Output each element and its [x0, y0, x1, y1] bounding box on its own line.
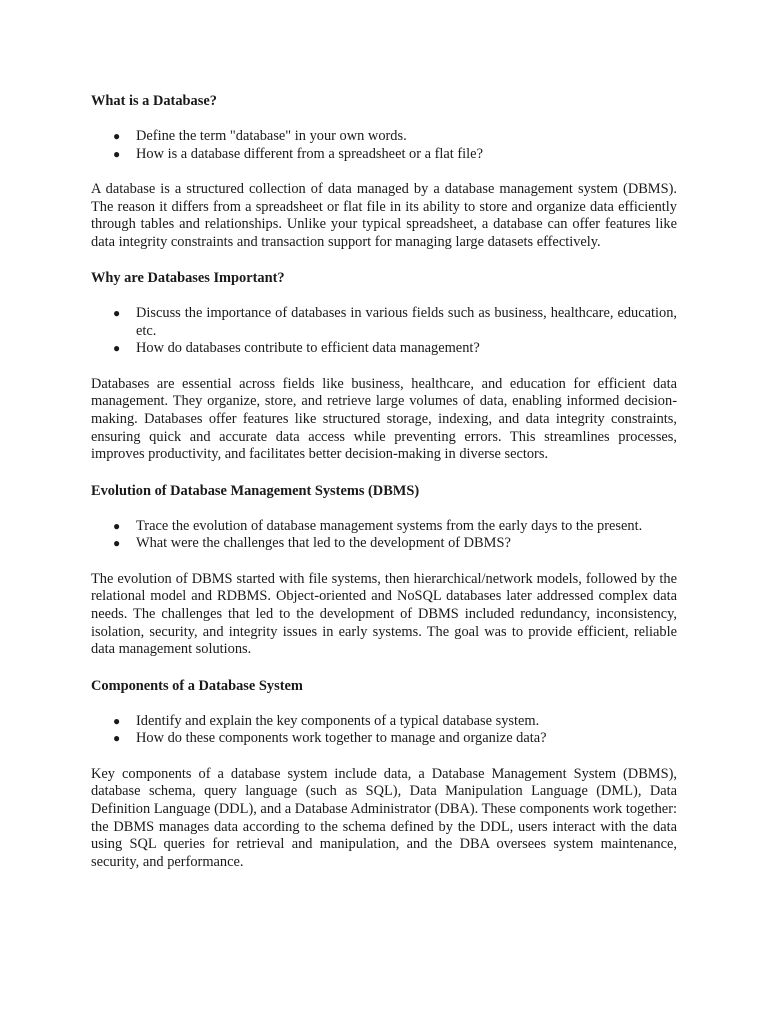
- section-what-is-database: [91, 92, 677, 251]
- bullet-text: How do databases contribute to efficient data management?: [136, 340, 480, 357]
- section-heading: Components of a Database System: [91, 677, 303, 694]
- bullet-item: [91, 535, 677, 553]
- bullet-item: [91, 146, 677, 164]
- bullet-list: [91, 128, 677, 163]
- section-heading: Evolution of Database Management Systems (DBMS): [91, 482, 420, 499]
- section-heading: What is a Database?: [91, 93, 217, 109]
- bullet-text: Trace the evolution of database management systems from the early days to the present.: [136, 517, 643, 534]
- bullet-icon: ●: [113, 146, 121, 161]
- bullet-list: [91, 518, 677, 553]
- section-heading: Why are Databases Important?: [91, 270, 285, 287]
- bullet-text: How is a database different from a spreadsheet or a flat file?: [136, 145, 483, 162]
- bullet-icon: ●: [113, 129, 121, 143]
- section-paragraph: A database is a structured collection of data managed by a database management system (DBMS). The reason it differs from a spreadsheet or flat file in its ability to store and organize data efficiently through tables and relationships. Unlike your typical spreadsheet, a database can offer features like data integrity constraints and transaction support for managing large datasets effectively.: [91, 181, 677, 250]
- bullet-text: Define the term "database" in your own words.: [136, 128, 407, 144]
- bullet-text: Discuss the importance of databases in various fields such as business, healthcare, education, etc.: [136, 305, 677, 339]
- section-components: [91, 677, 677, 872]
- bullet-item: [91, 713, 677, 731]
- section-paragraph: Databases are essential across fields like business, healthcare, and education for efficient data management. They organize, store, and retrieve large volumes of data, enabling informed decision-making. Databases offer features like structured storage, indexing, and data integrity constraints, ensuring quick and accurate data access while preventing errors. This streamlines processes, improves productivity, and facilitates better decision-making in diverse sectors.: [91, 375, 677, 463]
- bullet-icon: ●: [113, 731, 121, 746]
- bullet-list: [91, 713, 677, 748]
- section-evolution-dbms: [91, 482, 677, 659]
- bullet-item: [91, 340, 677, 358]
- section-paragraph: The evolution of DBMS started with file systems, then hierarchical/network models, followed by the relational model and RDBMS. Object-oriented and NoSQL databases later addressed complex data needs. The challenges that led to the development of DBMS included redundancy, inconsistency, isolation, security, and integrity issues in early systems. The goal was to provide efficient, reliable data management solutions.: [91, 570, 677, 658]
- bullet-item: [91, 518, 677, 536]
- section-why-important: [91, 269, 677, 463]
- bullet-icon: ●: [113, 306, 121, 321]
- bullet-icon: ●: [113, 713, 121, 728]
- section-paragraph: Key components of a database system include data, a Database Management System (DBMS), database schema, query language (such as SQL), Data Manipulation Language (DML), Data Definition Language (DDL), and a Database Administrator (DBA). These components work together: the DBMS manages data according to the schema defined by the DDL, users interact with the data using SQL queries for retrieval and manipulation, and the DBA oversees system maintenance, security, and performance.: [91, 765, 677, 870]
- bullet-list: [91, 305, 677, 358]
- bullet-text: How do these components work together to manage and organize data?: [136, 730, 547, 747]
- bullet-icon: ●: [113, 518, 121, 533]
- bullet-icon: ●: [113, 341, 121, 356]
- bullet-icon: ●: [113, 536, 121, 551]
- bullet-item: [91, 730, 677, 748]
- bullet-text: What were the challenges that led to the development of DBMS?: [136, 535, 511, 552]
- bullet-item: [91, 305, 677, 340]
- bullet-item: [91, 128, 677, 146]
- bullet-text: Identify and explain the key components of a typical database system.: [136, 712, 540, 729]
